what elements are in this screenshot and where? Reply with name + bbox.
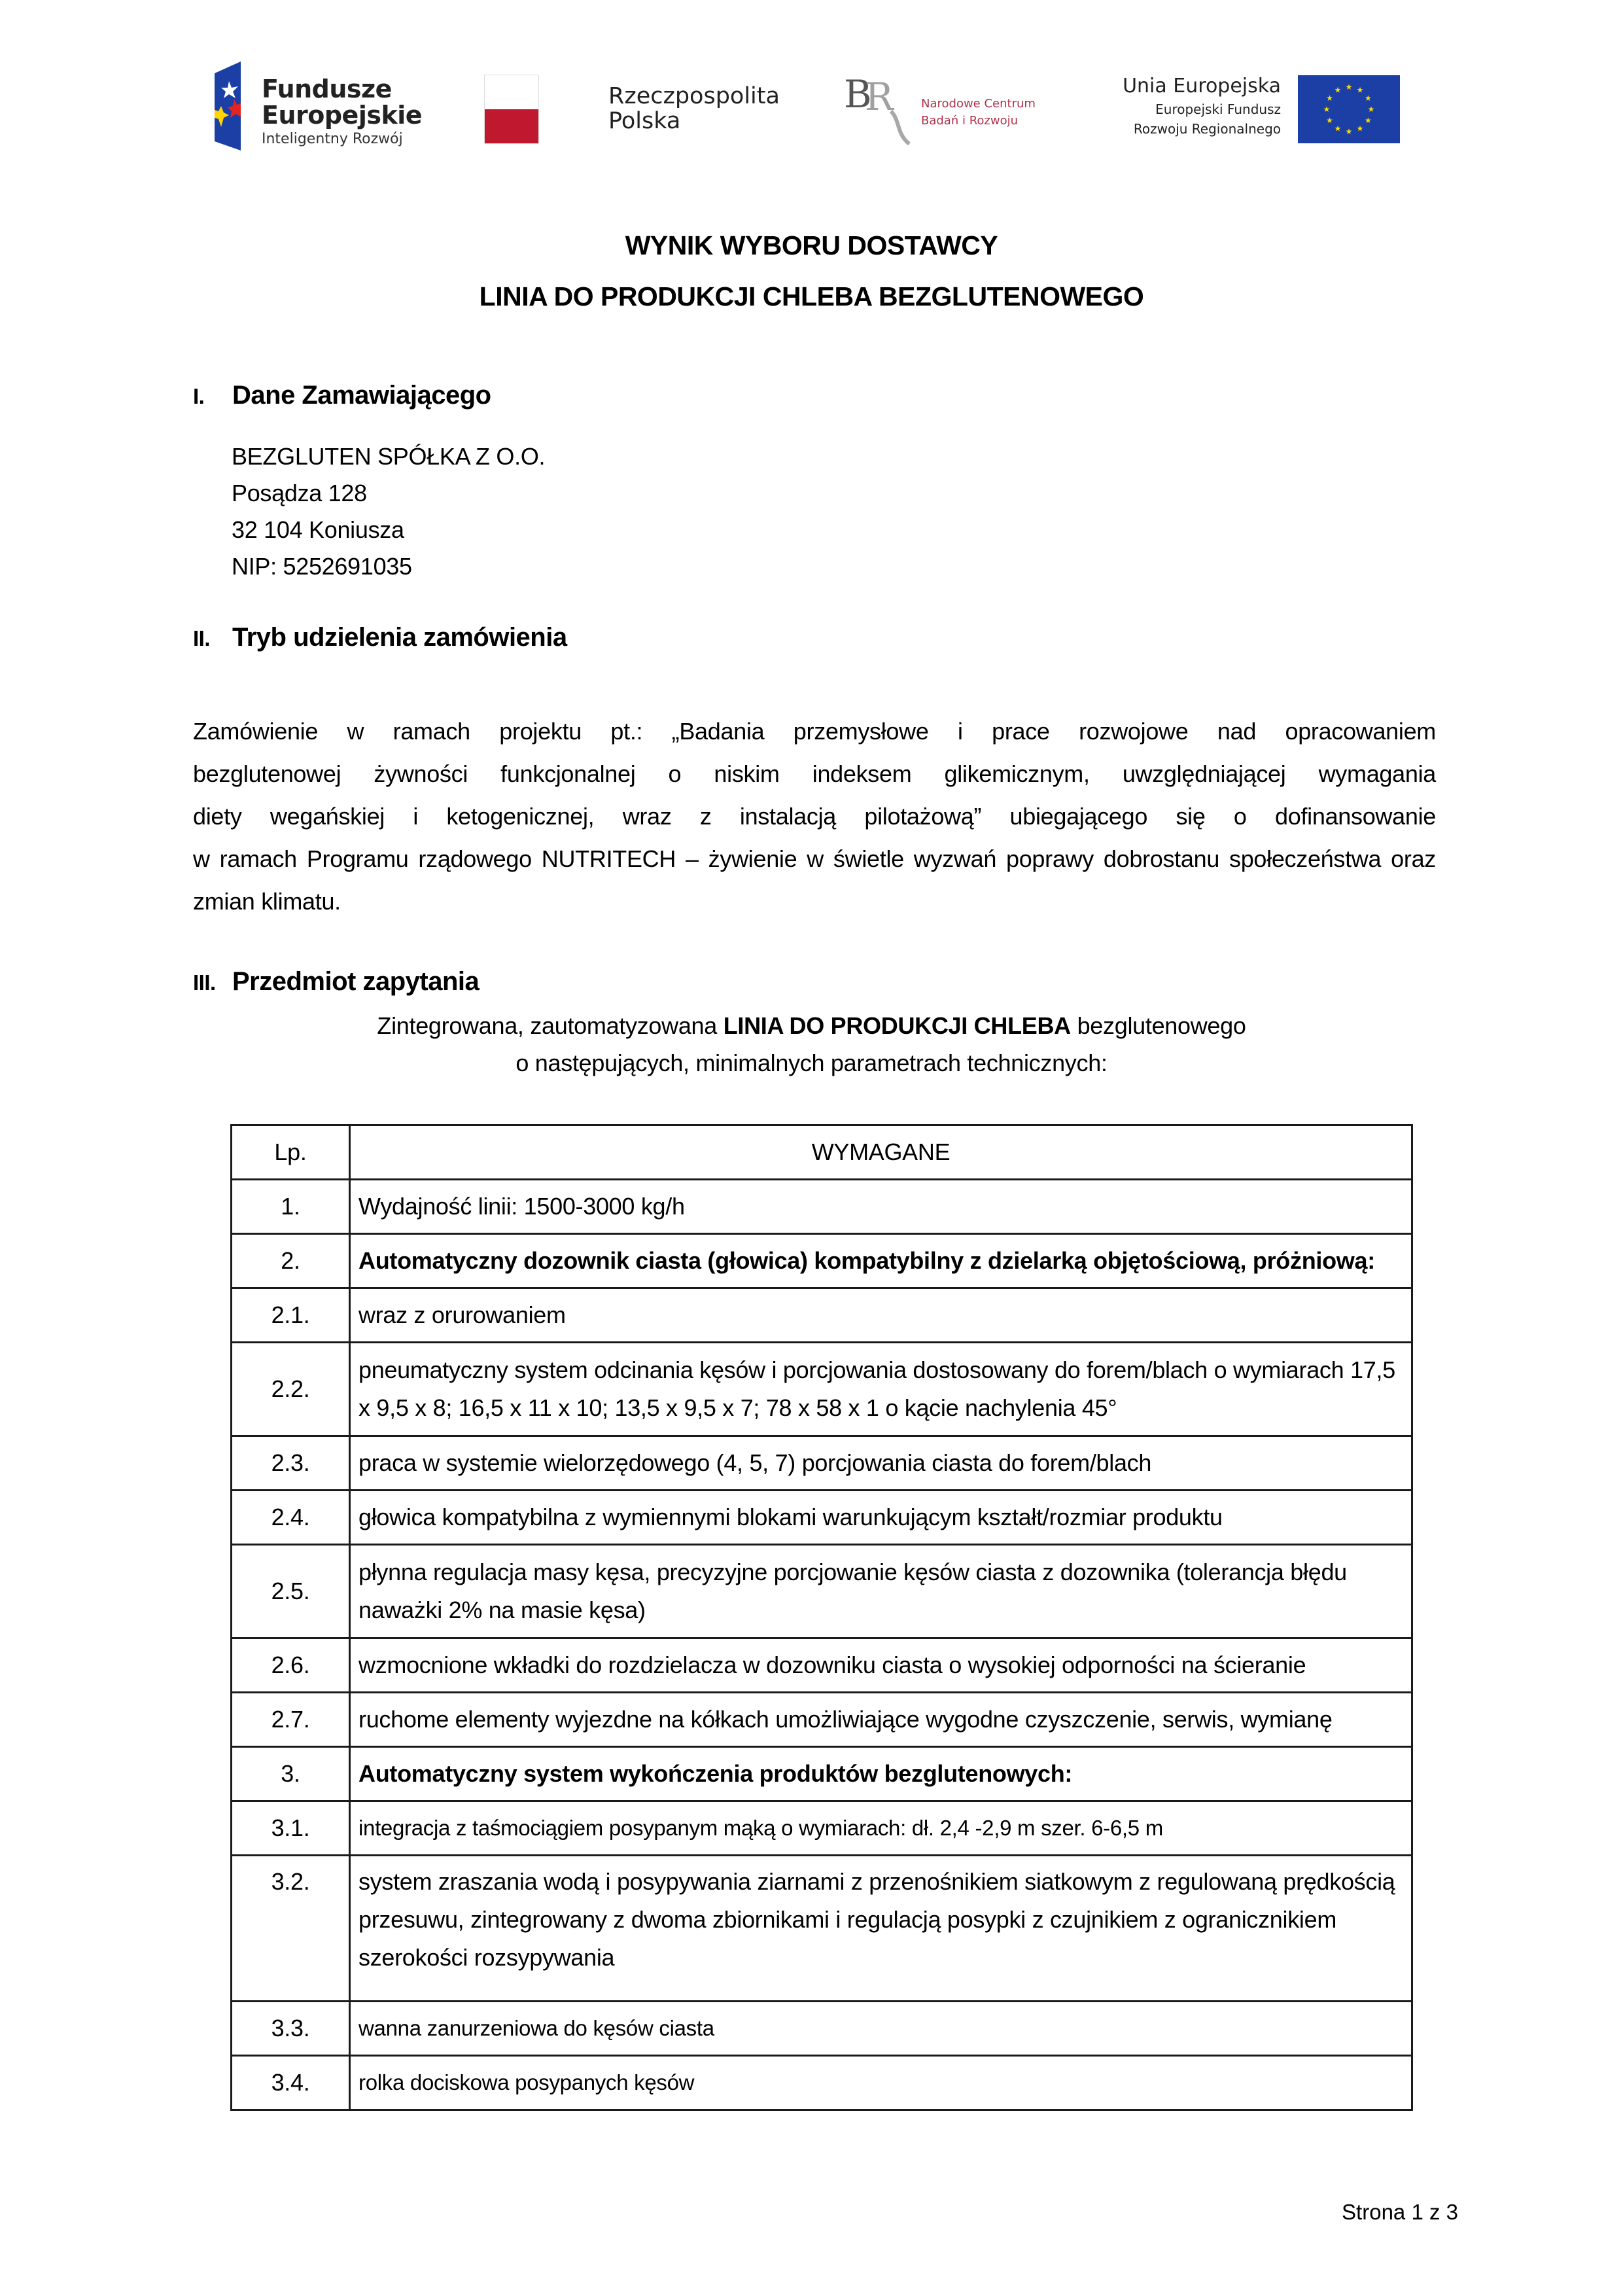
unia-europejska-logo bbox=[1099, 73, 1400, 145]
eu-star-icon: ★ bbox=[1356, 124, 1364, 133]
ncbr-text: Narodowe Centrum Badań i Rozwoju bbox=[921, 97, 1036, 128]
eu-star-icon: ★ bbox=[1356, 85, 1364, 95]
orderer-address bbox=[232, 438, 545, 585]
table-row: 3.4. rolka dociskowa posypanych kęsów bbox=[232, 2056, 1412, 2110]
ncbr-br-mark-icon bbox=[844, 73, 929, 145]
unia-europejska-text: Unia Europejska Europejski Fundusz Rozwoju Regionalnego bbox=[1123, 75, 1281, 137]
eu-star-icon: ★ bbox=[1365, 94, 1372, 103]
table-row: 2.2. pneumatyczny system odcinania kęsów i porcjowania dostosowany do forem/blach o wymiarach 17,5 x 9,5 x 8; 16,5 x 11 x 10; 13,5 x 9,5 x 7; 78 x 58 x 1 o kącie nachylenia 45° bbox=[232, 1343, 1412, 1436]
table-row: 1. Wydajność linii: 1500-3000 kg/h bbox=[232, 1180, 1412, 1234]
eu-star-icon: ★ bbox=[1323, 105, 1331, 114]
polish-flag-icon bbox=[484, 75, 539, 144]
svg-text:R: R bbox=[865, 75, 894, 119]
table-header-row bbox=[232, 1125, 1412, 1180]
eu-star-icon: ★ bbox=[1345, 127, 1353, 136]
city: 32 104 Koniusza bbox=[232, 516, 404, 543]
eu-star-icon: ★ bbox=[1367, 105, 1375, 114]
subject-intro-line1: Zintegrowana, zautomatyzowana LINIA DO PRODUKCJI CHLEBA bezglutenowego bbox=[377, 1012, 1246, 1039]
eu-flag-icon bbox=[1298, 75, 1400, 143]
document-title: WYNIK WYBORU DOSTAWCY bbox=[625, 230, 998, 260]
section-heading-3: III. Przedmiot zapytania bbox=[193, 967, 480, 996]
table-row: 3. Automatyczny system wykończenia produktów bezglutenowych: bbox=[232, 1747, 1412, 1801]
procedure-paragraph: Zamówienie w ramach projektu pt.: „Badania przemysłowe i prace rozwojowe nad opracowaniem bezglutenowej żywności funkcjonalnej o niskim indeksem glikemicznym, uwzględniającej wymagania diety wegańskiej i ketogenicznej, wraz z instalacją pilotażową” ubiegającego się o dofinansowanie w ramach Programu rządowego NUTRITECH – żywienie w świetle wyzwań poprawy dobrostanu społeczeństwa oraz zmian klimatu. bbox=[193, 718, 1436, 915]
table-row: 2.3. praca w systemie wielorzędowego (4, 5, 7) porcjowania ciasta do forem/blach bbox=[232, 1436, 1412, 1491]
svg-text:B: B bbox=[844, 73, 872, 116]
requirements-table bbox=[230, 1124, 1413, 2111]
table-row: 2.1. wraz z orurowaniem bbox=[232, 1288, 1412, 1343]
table-row: 2. Automatyczny dozownik ciasta (głowica) kompatybilny z dzielarką objętościową, próżniową: bbox=[232, 1234, 1412, 1288]
page-number: Strona 1 z 3 bbox=[1342, 2200, 1458, 2224]
subject-intro-line2: o następujących, minimalnych parametrach technicznych: bbox=[515, 1050, 1108, 1076]
eu-star-icon: ★ bbox=[1334, 85, 1342, 95]
fundusze-europejskie-text: Fundusze Europejskie Inteligentny Rozwój bbox=[262, 75, 423, 147]
street: Posądza 128 bbox=[232, 480, 367, 506]
rzeczpospolita-polska-text: Rzeczpospolita Polska bbox=[608, 83, 780, 134]
eu-star-icon: ★ bbox=[1365, 116, 1372, 125]
document-subtitle: LINIA DO PRODUKCJI CHLEBA BEZGLUTENOWEGO bbox=[479, 281, 1144, 311]
table-row: 3.3. wanna zanurzeniowa do kęsów ciasta bbox=[232, 2002, 1412, 2056]
table-row: 2.6. wzmocnione wkładki do rozdzielacza w dozowniku ciasta o wysokiej odporności na ścieranie bbox=[232, 1638, 1412, 1693]
table-row: 3.2. system zraszania wodą i posypywania ziarnami z przenośnikiem siatkowym z regulowaną prędkością przesuwu, zintegrowany z dwoma zbiornikami i regulacją posypki z czujnikiem z ogranicznikiem szerokości rozsypywania bbox=[232, 1856, 1412, 2002]
rzeczpospolita-polska-logo bbox=[484, 75, 798, 147]
table-row: 2.7. ruchome elementy wyjezdne na kółkach umożliwiające wygodne czyszczenie, serwis, wymianę bbox=[232, 1693, 1412, 1747]
table-row: 2.4. głowica kompatybilna z wymiennymi blokami warunkującym kształt/rozmiar produktu bbox=[232, 1491, 1412, 1545]
ncbr-logo bbox=[844, 73, 1066, 152]
eu-star-icon: ★ bbox=[1334, 124, 1342, 133]
table-row: 3.1. integracja z taśmociągiem posypanym mąką o wymiarach: dł. 2,4 -2,9 m szer. 6-6,5 m bbox=[232, 1801, 1412, 1856]
section-heading-2: II. Tryb udzielenia zamówienia bbox=[193, 623, 567, 652]
eu-star-icon: ★ bbox=[1345, 82, 1353, 92]
eu-star-icon: ★ bbox=[1326, 94, 1333, 103]
header-lp: Lp. bbox=[232, 1125, 350, 1180]
header-required: WYMAGANE bbox=[350, 1125, 1412, 1180]
section-heading-1: I. Dane Zamawiającego bbox=[193, 381, 491, 410]
fundusze-europejskie-flag-icon bbox=[215, 62, 241, 150]
eu-star-icon: ★ bbox=[1326, 116, 1333, 125]
nip: NIP: 5252691035 bbox=[232, 553, 412, 580]
table-row: 2.5. płynna regulacja masy kęsa, precyzyjne porcjowanie kęsów ciasta z dozownika (tolerancja błędu naważki 2% na masie kęsa) bbox=[232, 1545, 1412, 1638]
fundusze-europejskie-logo bbox=[215, 62, 430, 153]
company-name: BEZGLUTEN SPÓŁKA Z O.O. bbox=[232, 443, 546, 470]
